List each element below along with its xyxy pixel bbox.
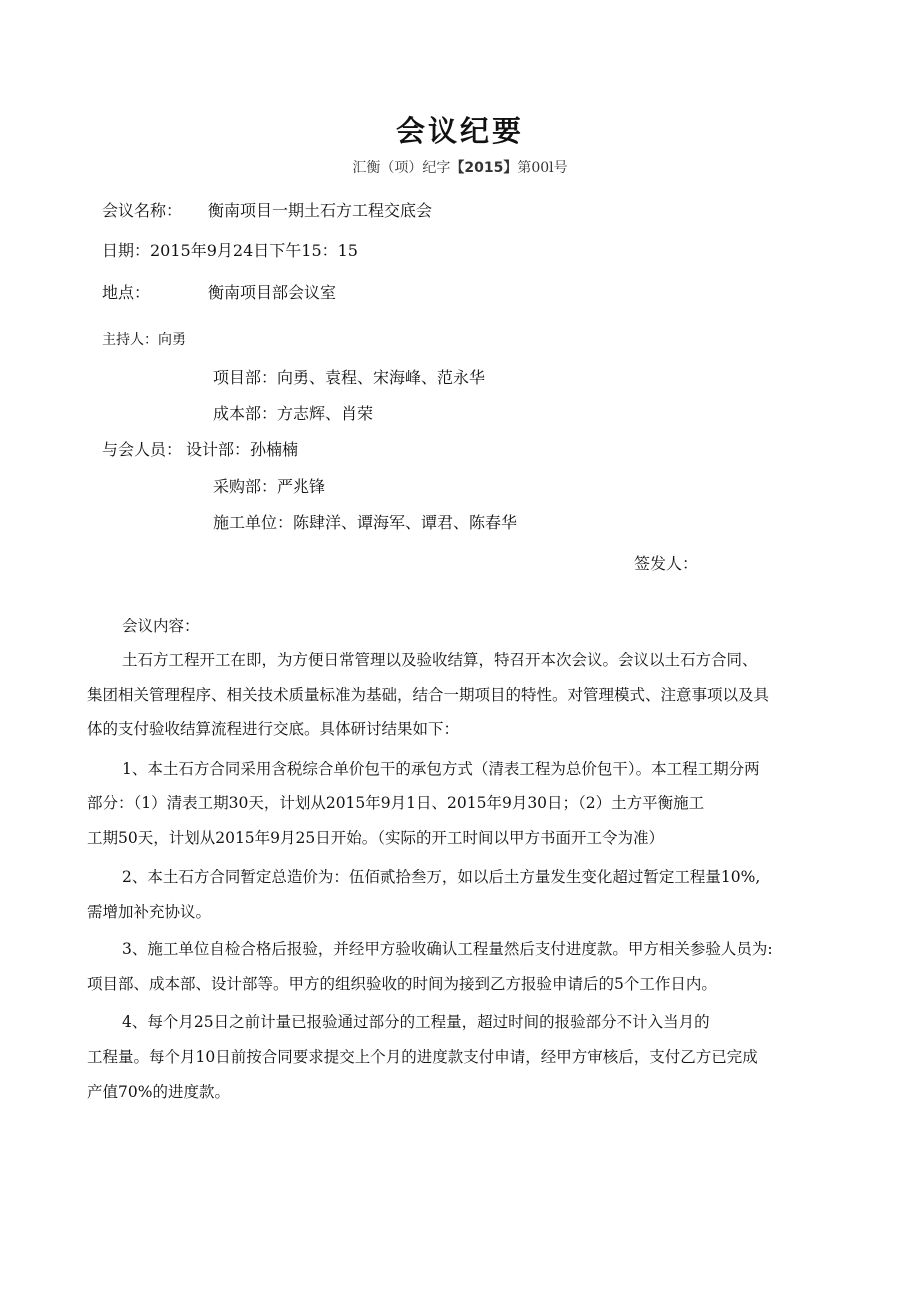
item-4-line: 工程量。每个月10日前按合同要求提交上个月的进度款支付申请，经甲方审核后，支付乙方已完成 (87, 1048, 758, 1066)
document-number-prefix: 汇衡（项）纪字 (352, 160, 451, 176)
intro-line: 体的支付验收结算流程进行交底。具体研讨结果如下： (87, 720, 460, 738)
item-1-line: 工期50天，计划从2015年9月25日开始。（实际的开工时间以甲方书面开工令为准） (87, 829, 665, 847)
signer-label: 签发人： (634, 554, 699, 573)
attendees-label: 与会人员： (102, 440, 183, 459)
meeting-name-label: 会议名称： (102, 201, 183, 220)
meeting-host: 主持人：向勇 (102, 332, 186, 348)
attendee-group-design: 设计部：孙楠楠 (186, 440, 299, 459)
item-2-line: 2、本土石方合同暂定总造价为：伍佰贰拾叁万，如以后土方量发生变化超过暂定工程量10%, (122, 868, 761, 886)
meeting-location-value: 衡南项目部会议室 (208, 283, 337, 302)
item-4-line: 产值70%的进度款。 (87, 1083, 230, 1101)
document-number-seq: 第00l号 (517, 160, 568, 176)
document-title: 会议纪要 (395, 114, 524, 148)
item-3-line: 项目部、成本部、设计部等。甲方的组织验收的时间为接到乙方报验申请后的5个工作日内。 (87, 975, 717, 993)
attendee-group-contractor: 施工单位：陈肆洋、谭海军、谭君、陈春华 (213, 513, 518, 532)
attendee-group-project: 项目部：向勇、袁程、宋海峰、范永华 (213, 368, 486, 387)
item-4-line: 4、每个月25日之前计量已报验通过部分的工程量，超过时间的报验部分不计入当月的 (122, 1013, 710, 1031)
attendee-group-cost: 成本部：方志辉、肖荣 (213, 404, 374, 423)
document-number (0, 161, 920, 175)
item-3-line: 3、施工单位自检合格后报验，并经甲方验收确认工程量然后支付进度款。甲方相关参验人员为: (122, 940, 773, 958)
attendee-group-purchasing: 采购部：严兆锋 (213, 477, 326, 496)
intro-line: 土石方工程开工在即，为方便日常管理以及验收结算，特召开本次会议。会议以土石方合同、 (122, 651, 758, 669)
meeting-date: 日期：2015年9月24日下午15：15 (102, 241, 358, 260)
item-1-line: 部分：（1）清表工期30天，计划从2015年9月1日、2015年9月30日；（2）土方平衡施工 (87, 794, 705, 812)
content-heading: 会议内容： (122, 617, 200, 635)
intro-line: 集团相关管理程序、相关技术质量标准为基础，结合一期项目的特性。对管理模式、注意事项以及具 (87, 686, 770, 704)
meeting-location-label: 地点： (102, 283, 151, 302)
item-1-line: 1、本土石方合同采用含税综合单价包干的承包方式（清表工程为总价包干）。本工程工期分两 (122, 760, 760, 778)
item-2-line: 需增加补充协议。 (87, 903, 212, 921)
meeting-name-value: 衡南项目一期土石方工程交底会 (208, 201, 433, 220)
document-number-year: 【2015】 (450, 160, 518, 176)
